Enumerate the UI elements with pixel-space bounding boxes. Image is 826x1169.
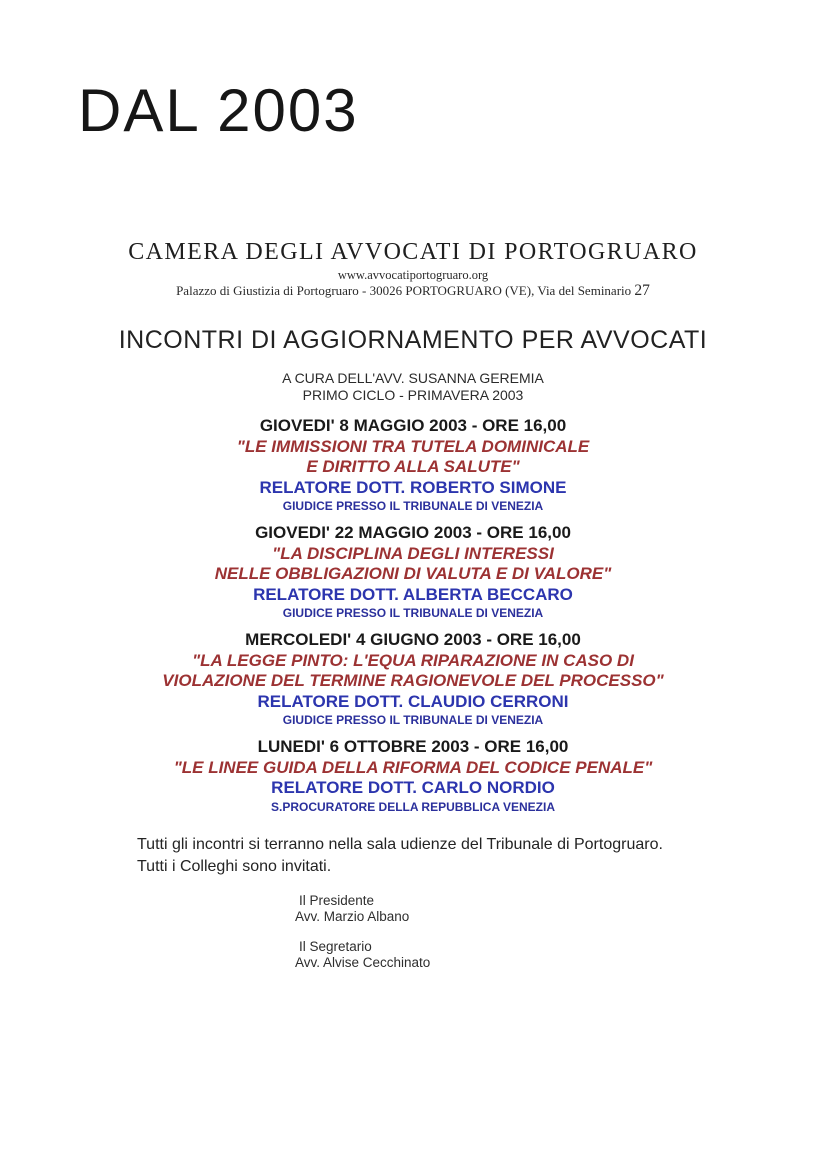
letterhead <box>0 238 826 299</box>
event-speaker-qualification: S.PROCURATORE DELLA REPUBBLICA VENEZIA <box>270 799 555 814</box>
event-2 <box>0 523 826 620</box>
signature-block <box>295 893 826 972</box>
signature-secretary <box>295 939 826 972</box>
event-speaker-qualification: GIUDICE PRESSO IL TRIBUNALE DI VENEZIA <box>282 713 544 727</box>
address-number: 27 <box>634 282 650 299</box>
closing-line-1: Tutti gli incontri si terranno nella sala udienze del Tribunale di Portogruaro. <box>137 835 663 853</box>
address-line <box>0 283 826 299</box>
signature-president <box>295 893 826 926</box>
organization-name: CAMERA DEGLI AVVOCATI DI PORTOGRUARO <box>128 239 698 265</box>
event-speaker: RELATORE DOTT. ALBERTA BECCARO <box>253 584 573 604</box>
event-speaker-qualification: GIUDICE PRESSO IL TRIBUNALE DI VENEZIA <box>282 606 544 620</box>
cycle-line: PRIMO CICLO - PRIMAVERA 2003 <box>302 386 524 403</box>
event-speaker-qualification: GIUDICE PRESSO IL TRIBUNALE DI VENEZIA <box>282 499 544 513</box>
scanned-flyer <box>0 238 826 972</box>
signature-role: Il Presidente <box>299 892 375 908</box>
event-speaker: RELATORE DOTT. ROBERTO SIMONE <box>259 477 567 497</box>
event-title-line: "LE LINEE GUIDA DELLA RIFORMA DEL CODICE PENALE" <box>173 757 653 777</box>
event-title-line: "LA LEGGE PINTO: L'EQUA RIPARAZIONE IN CASO DI <box>192 650 634 670</box>
event-title-line: "LE IMMISSIONI TRA TUTELA DOMINICALE <box>236 436 590 456</box>
curator-line: A CURA DELL'AVV. SUSANNA GEREMIA <box>282 370 544 386</box>
closing-paragraph <box>137 834 737 878</box>
page-title: DAL 2003 <box>78 77 359 144</box>
event-3 <box>0 630 826 727</box>
event-date: MERCOLEDI' 4 GIUGNO 2003 - ORE 16,00 <box>245 630 581 649</box>
event-title-line: VIOLAZIONE DEL TERMINE RAGIONEVOLE DEL PROCESSO" <box>162 671 664 690</box>
event-title-line: NELLE OBBLIGAZIONI DI VALUTA E DI VALORE" <box>214 564 612 583</box>
event-title-line: E DIRITTO ALLA SALUTE" <box>306 457 520 476</box>
event-title-line: "LA DISCIPLINA DEGLI INTERESSI <box>272 543 554 563</box>
address-text: Palazzo di Giustizia di Portogruaro - 30026 PORTOGRUARO (VE), Via del Seminario <box>176 283 632 298</box>
event-4 <box>0 737 826 814</box>
event-date: LUNEDI' 6 OTTOBRE 2003 - ORE 16,00 <box>257 737 569 756</box>
signature-name: Avv. Alvise Cecchinato <box>295 955 431 970</box>
event-date: GIOVEDI' 8 MAGGIO 2003 - ORE 16,00 <box>259 416 567 435</box>
signature-role: Il Segretario <box>299 938 372 954</box>
event-1 <box>0 416 826 513</box>
closing-line-2: Tutti i Colleghi sono invitati. <box>137 857 332 875</box>
event-speaker: RELATORE DOTT. CLAUDIO CERRONI <box>257 691 569 711</box>
event-speaker: RELATORE DOTT. CARLO NORDIO <box>271 778 555 797</box>
signature-name: Avv. Marzio Albano <box>295 909 410 924</box>
website-url: www.avvocatiportogruaro.org <box>337 268 489 282</box>
document-title: INCONTRI DI AGGIORNAMENTO PER AVVOCATI <box>118 326 708 354</box>
event-list <box>0 416 826 814</box>
event-date: GIOVEDI' 22 MAGGIO 2003 - ORE 16,00 <box>255 523 571 542</box>
